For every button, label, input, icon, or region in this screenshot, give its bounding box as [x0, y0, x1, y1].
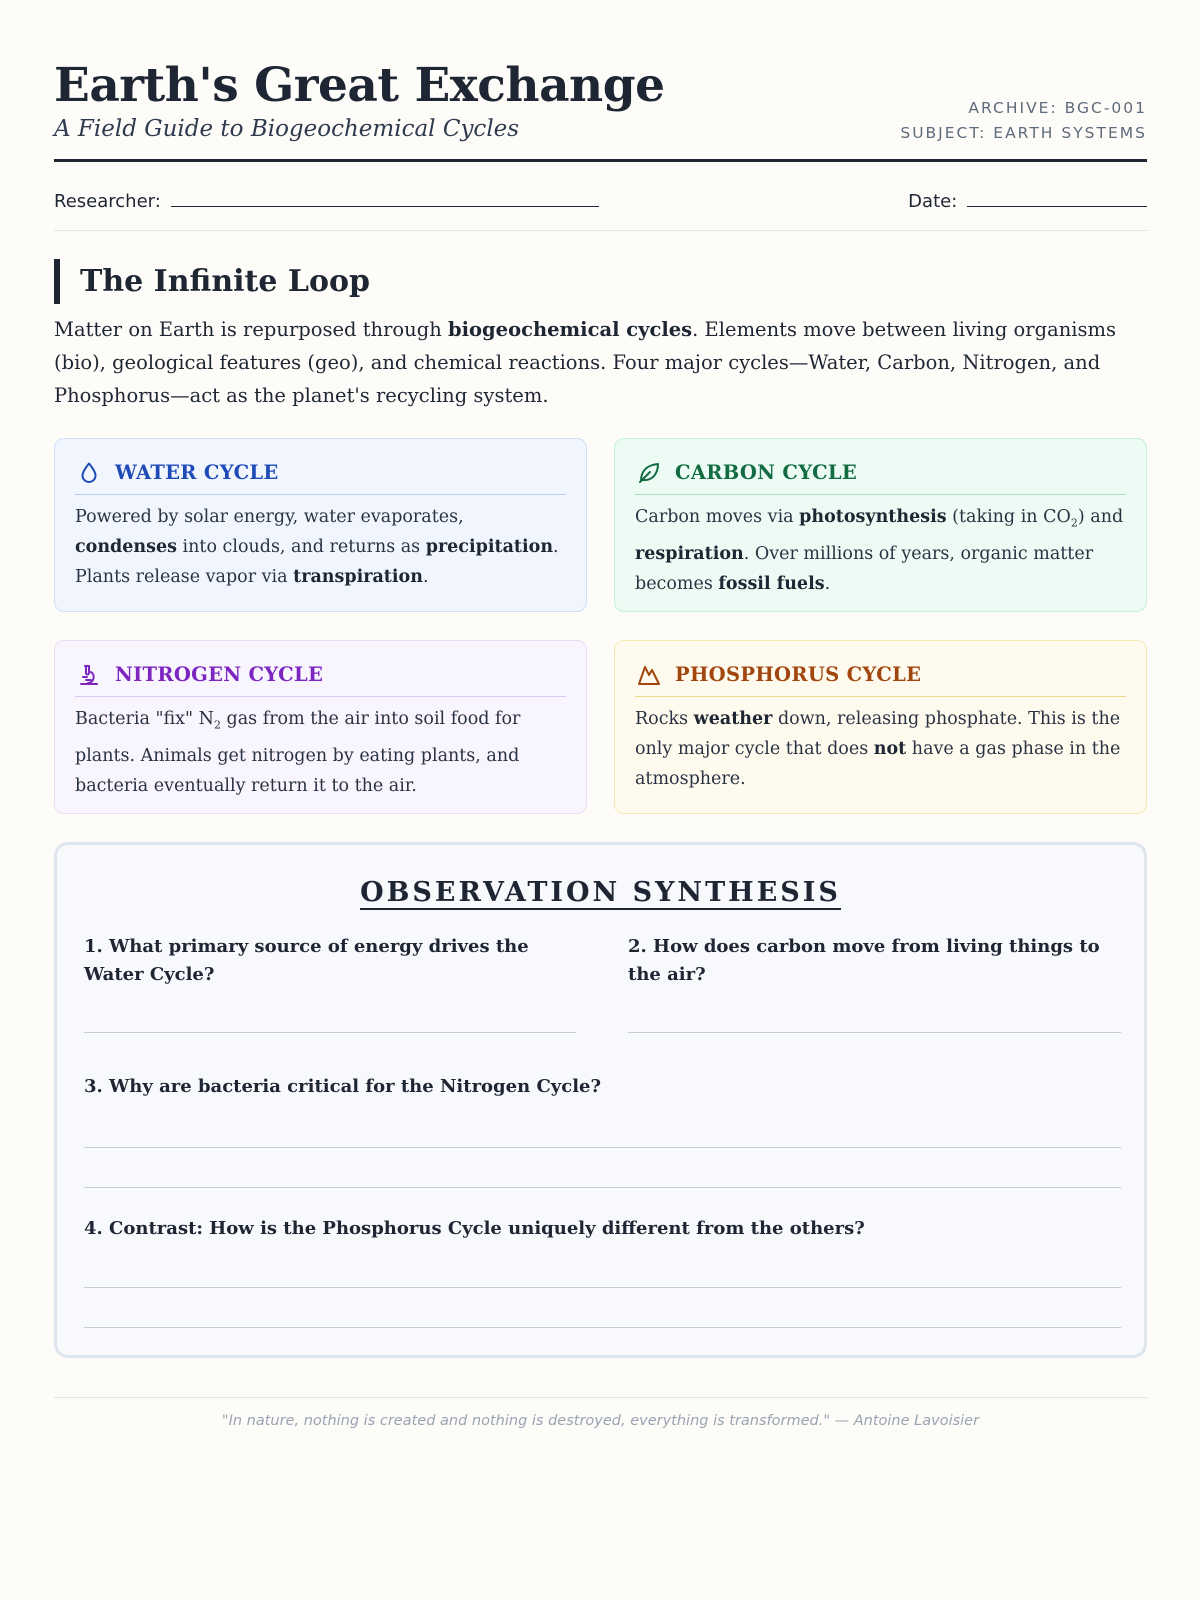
- subscript: 2: [1070, 516, 1078, 530]
- card-text: into clouds, and returns as: [176, 537, 426, 557]
- water-drop-icon: [77, 461, 101, 485]
- card-header: [635, 659, 1126, 697]
- card-body: [75, 704, 566, 801]
- card-keyword: photosynthesis: [799, 507, 947, 527]
- card-body: [635, 704, 1126, 794]
- card-text: have a gas phase in the atmosphere.: [635, 739, 1121, 789]
- card-text: gas from the air into soil food for plants. Animals get nitrogen by eating plants, and bacteria eventually return it to the air.: [75, 709, 521, 796]
- card-text: . Over millions of years, organic matter becomes: [635, 543, 1094, 594]
- card-keyword: precipitation: [425, 537, 554, 557]
- observation-panel: [54, 842, 1147, 1358]
- card-title: CARBON CYCLE: [675, 461, 858, 484]
- nitrogen-cycle-card: [54, 640, 587, 814]
- card-title: WATER CYCLE: [115, 461, 279, 484]
- answer-line-4b[interactable]: [84, 1327, 1121, 1328]
- intro-keyword: biogeochemical cycles: [447, 318, 693, 341]
- researcher-blank[interactable]: [171, 190, 599, 207]
- card-body: [635, 502, 1126, 599]
- water-cycle-card: [54, 438, 587, 612]
- question-3: 3. Why are bacteria critical for the Nitrogen Cycle?: [84, 1076, 602, 1097]
- date-label: Date:: [908, 191, 958, 212]
- card-body: [75, 502, 566, 592]
- subject-label: SUBJECT: EARTH SYSTEMS: [900, 124, 1147, 142]
- card-keyword: weather: [693, 709, 773, 729]
- question-4: 4. Contrast: How is the Phosphorus Cycle uniquely different from the others?: [84, 1218, 865, 1239]
- card-header: [635, 457, 1126, 495]
- footer-quote: "In nature, nothing is created and nothing is destroyed, everything is transformed." — Antoine Lavoisier: [221, 1413, 980, 1429]
- microscope-icon: [77, 663, 101, 687]
- answer-line-2[interactable]: [628, 1032, 1121, 1033]
- observation-title: [57, 875, 1144, 911]
- date-blank[interactable]: [967, 190, 1147, 207]
- carbon-cycle-card: [614, 438, 1147, 612]
- worksheet-page: [54, 0, 1147, 1600]
- footer-divider: [54, 1397, 1147, 1398]
- answer-line-1[interactable]: [84, 1032, 576, 1033]
- page-subtitle: A Field Guide to Biogeochemical Cycles: [54, 116, 520, 142]
- card-title: PHOSPHORUS CYCLE: [675, 663, 922, 686]
- card-text: . Plants release vapor via: [75, 537, 559, 587]
- intro-text: Matter on Earth is repurposed through: [54, 318, 448, 341]
- intro-paragraph: [54, 313, 1147, 412]
- card-text: Carbon moves via: [635, 507, 800, 527]
- phosphorus-cycle-card: [614, 640, 1147, 814]
- answer-line-4a[interactable]: [84, 1287, 1121, 1288]
- researcher-label: Researcher:: [54, 191, 161, 212]
- observation-title-text: OBSERVATION SYNTHESIS: [360, 877, 841, 908]
- researcher-field[interactable]: [54, 190, 599, 212]
- card-keyword: respiration: [635, 543, 744, 564]
- card-title: NITROGEN CYCLE: [115, 663, 324, 686]
- card-keyword: transpiration: [293, 567, 423, 587]
- card-text: ) and: [1077, 507, 1124, 527]
- card-text: .: [824, 573, 831, 594]
- date-field[interactable]: [908, 190, 1147, 212]
- card-text: .: [422, 567, 429, 587]
- header: [54, 56, 1147, 162]
- section-title: The Infinite Loop: [80, 264, 371, 299]
- archive-id: ARCHIVE: BGC-001: [968, 99, 1147, 117]
- question-1: 1. What primary source of energy drives the Water Cycle?: [84, 936, 529, 985]
- answer-line-3b[interactable]: [84, 1187, 1121, 1188]
- info-fields: [54, 190, 1147, 231]
- page-title: Earth's Great Exchange: [54, 58, 665, 113]
- leaf-icon: [637, 461, 661, 485]
- mountain-icon: [637, 663, 661, 687]
- answer-line-3a[interactable]: [84, 1147, 1121, 1148]
- card-text: Rocks: [635, 709, 694, 729]
- subscript: 2: [213, 718, 221, 732]
- question-2: 2. How does carbon move from living things to the air?: [628, 936, 1100, 985]
- section-accent-bar: [54, 259, 60, 304]
- card-keyword: fossil fuels: [718, 573, 825, 594]
- card-text: Bacteria "fix" N: [75, 709, 214, 729]
- card-header: [75, 659, 566, 697]
- card-keyword: condenses: [75, 537, 177, 557]
- card-header: [75, 457, 566, 495]
- card-text: down, releasing phosphate. This is the only major cycle that does: [635, 709, 1121, 759]
- archive-meta: [900, 96, 1147, 146]
- card-text: Powered by solar energy, water evaporates,: [75, 507, 464, 527]
- card-text: (taking in CO: [946, 507, 1071, 527]
- card-keyword: not: [873, 739, 907, 759]
- intro-text-rest: . Elements move between living organisms (bio), geological features (geo), and chemical reactions. Four major cycles—Water, Carbon, Nitrogen, and Phosphorus—act as the planet's recycling system.: [54, 318, 1117, 407]
